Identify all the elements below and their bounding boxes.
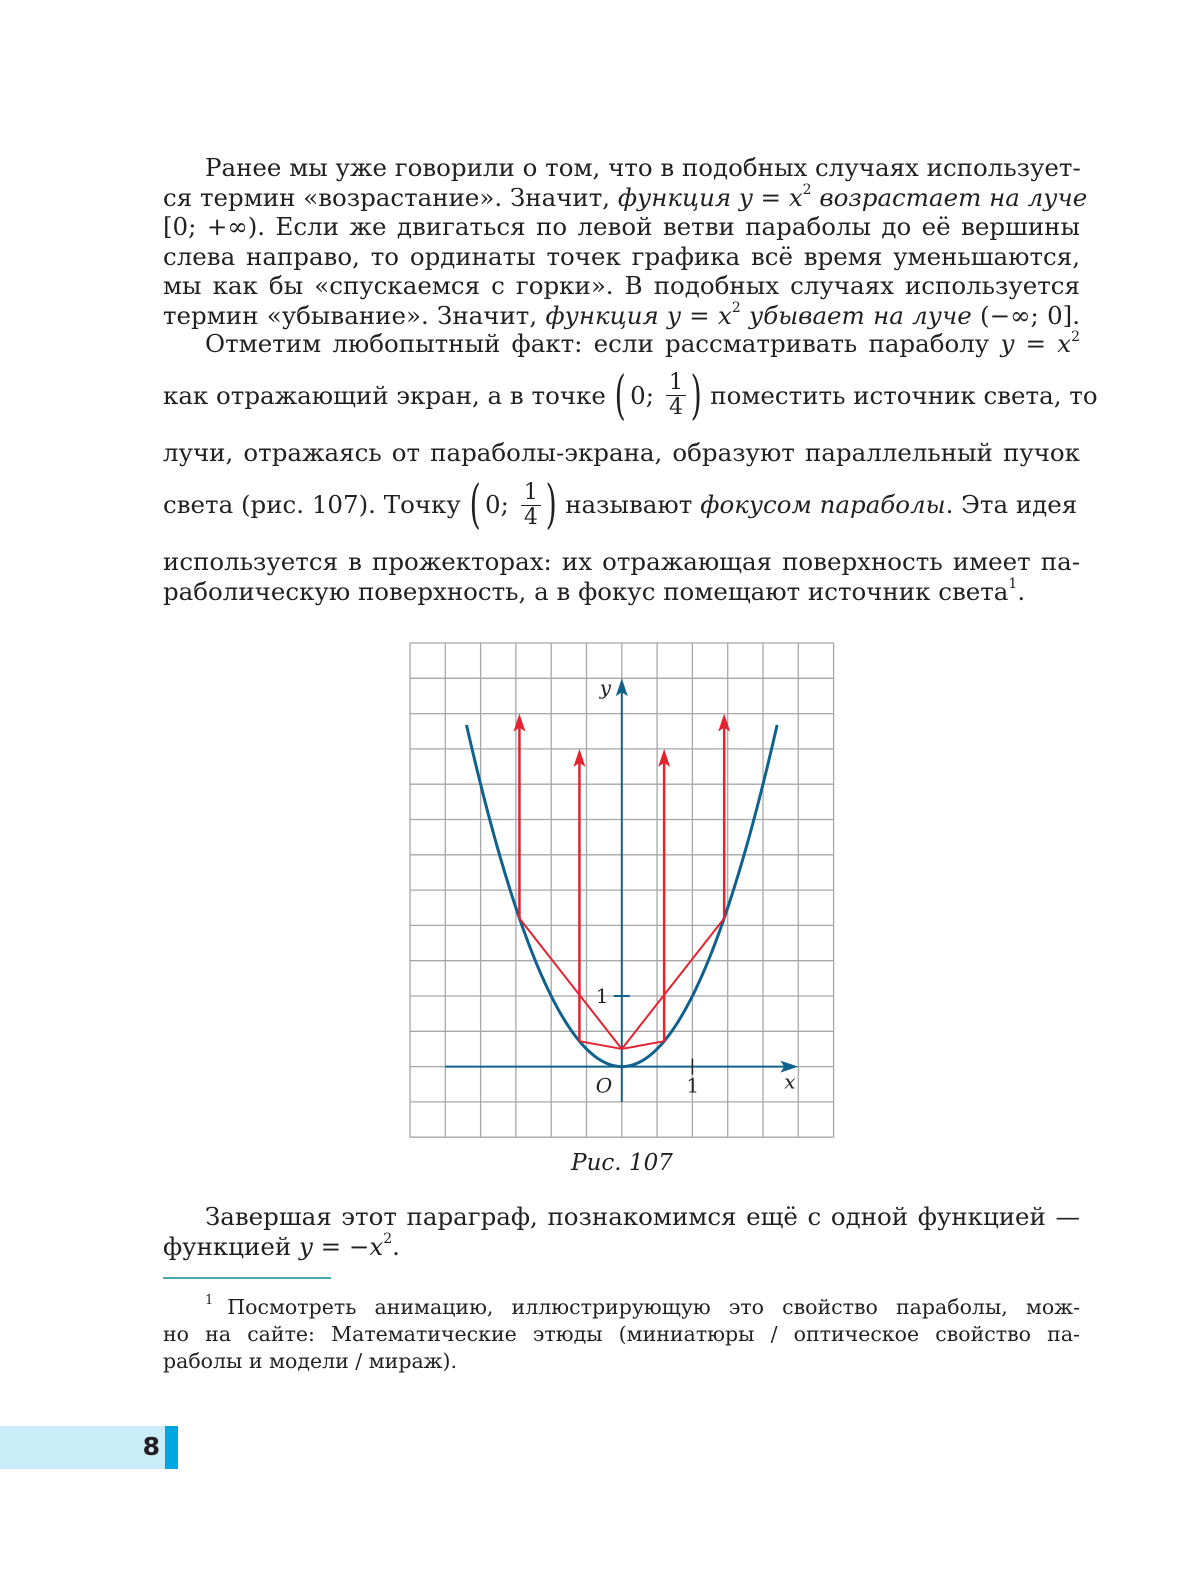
point-coordinates [465,477,561,533]
text-line [163,1202,1080,1232]
text-line [163,301,1080,331]
point-coordinates [610,365,706,426]
footnote-divider [163,1277,331,1279]
text-group [163,477,1077,533]
paragraph-transition [163,1202,1080,1261]
text-span: лучи, отражаясь от параболы-экрана, образуют параллельный пучок [163,437,1080,467]
origin-label: O [595,1073,613,1098]
formula-italic: функция y = x [617,182,803,212]
point-x: 0; [485,490,509,520]
text-line [163,1232,1080,1262]
text-line [163,212,1080,242]
point-x: 0; [630,380,654,410]
term-italic: фокусом параболы [700,490,946,520]
text-line [163,242,1080,272]
formula-italic: функция y = x [545,300,732,330]
formula-italic: y = −x [298,1231,384,1261]
left-paren: ( [469,475,481,535]
y-axis-label: y [599,675,612,700]
right-paren: ) [545,475,557,535]
text-span: функцией [163,1231,299,1261]
fraction-denominator: 4 [523,504,538,530]
text-line [163,438,1080,468]
exponent: 2 [383,1231,393,1248]
x-tick-label: 1 [686,1073,700,1098]
text-span: Посмотреть анимацию, иллюстрирующую это свойство параболы, мож- [227,1295,1080,1319]
text-line [163,1321,1080,1348]
text-line [163,271,1080,301]
text-span: света (рис. 107). Точку [163,490,461,520]
text-span: Ранее мы уже говорили о том, что в подобных случаях использует- [205,153,1081,182]
text-line [163,182,1088,213]
footnote [163,1294,1080,1375]
text-span: . [1017,576,1026,606]
text-span: используется в прожекторах: их отражающая поверхность имеет па- [163,547,1080,576]
paragraph-increase-decrease [163,153,1088,330]
fraction [666,371,686,420]
text-italic: возрастает на луче [811,182,1088,212]
paragraph-focus [163,328,1098,606]
x-axis-label: x [784,1069,796,1094]
exponent: 2 [731,300,741,317]
text-line [163,547,1080,577]
right-paren: ) [690,365,702,426]
text-span: . Эта идея [945,490,1078,520]
text-span: термин «убывание». Значит, [163,300,546,330]
fraction-numerator: 1 [521,481,541,506]
fraction-numerator: 1 [666,371,686,396]
text-span: (−∞; 0]. [971,300,1081,330]
fraction [521,481,541,530]
text-line-with-point [163,477,1080,533]
text-span: [0; +∞). Если же двигаться по левой ветви параболы до её вершины [163,212,1080,241]
text-span: Отметим любопытный факт: если рассматривать параболу [205,329,1001,358]
exponent: 2 [1071,328,1081,345]
parabola-figure [405,638,839,1142]
text-italic: убывает на луче [740,300,972,330]
exponent: 2 [802,182,812,199]
text-span: слева направо, то ординаты точек графика всё время уменьшаются, [163,241,1080,271]
text-line [163,1348,1080,1375]
text-span: мы как бы «спускаемся с горки». В подобных случаях используется [163,271,1080,300]
text-line-with-point [163,365,1098,426]
text-line [163,153,1080,183]
text-line [163,577,1080,607]
y-tick-label: 1 [595,984,609,1008]
footnote-ref[interactable]: 1 [1008,576,1018,593]
page-number: 8 [142,1432,160,1461]
text-span: называют [565,490,693,520]
text-span: Завершая этот параграф, познакомимся ещё с одной функцией — [205,1202,1080,1231]
text-span: ся термин «возрастание». Значит, [163,182,618,212]
text-span: но на сайте: Математические этюды (миниатюры / оптическое свойство па- [163,1322,1080,1346]
page-number-stripe [165,1426,178,1469]
text-span: раболы и модели / мираж). [163,1349,458,1373]
text-span: . [392,1231,400,1261]
text-line [163,1294,1080,1321]
left-paren: ( [614,365,626,426]
text-line [163,329,1080,359]
text-span: как отражающий экран, а в точке [163,380,606,410]
fraction-denominator: 4 [668,395,683,420]
footnote-marker: 1 [205,1293,214,1309]
text-span: поместить источник света, то [710,380,1098,410]
figure-caption: Рис. 107 [571,1150,673,1176]
formula-italic: y = x [1000,329,1072,358]
text-span: раболическую поверхность, а в фокус помещают источник света [163,576,1009,606]
